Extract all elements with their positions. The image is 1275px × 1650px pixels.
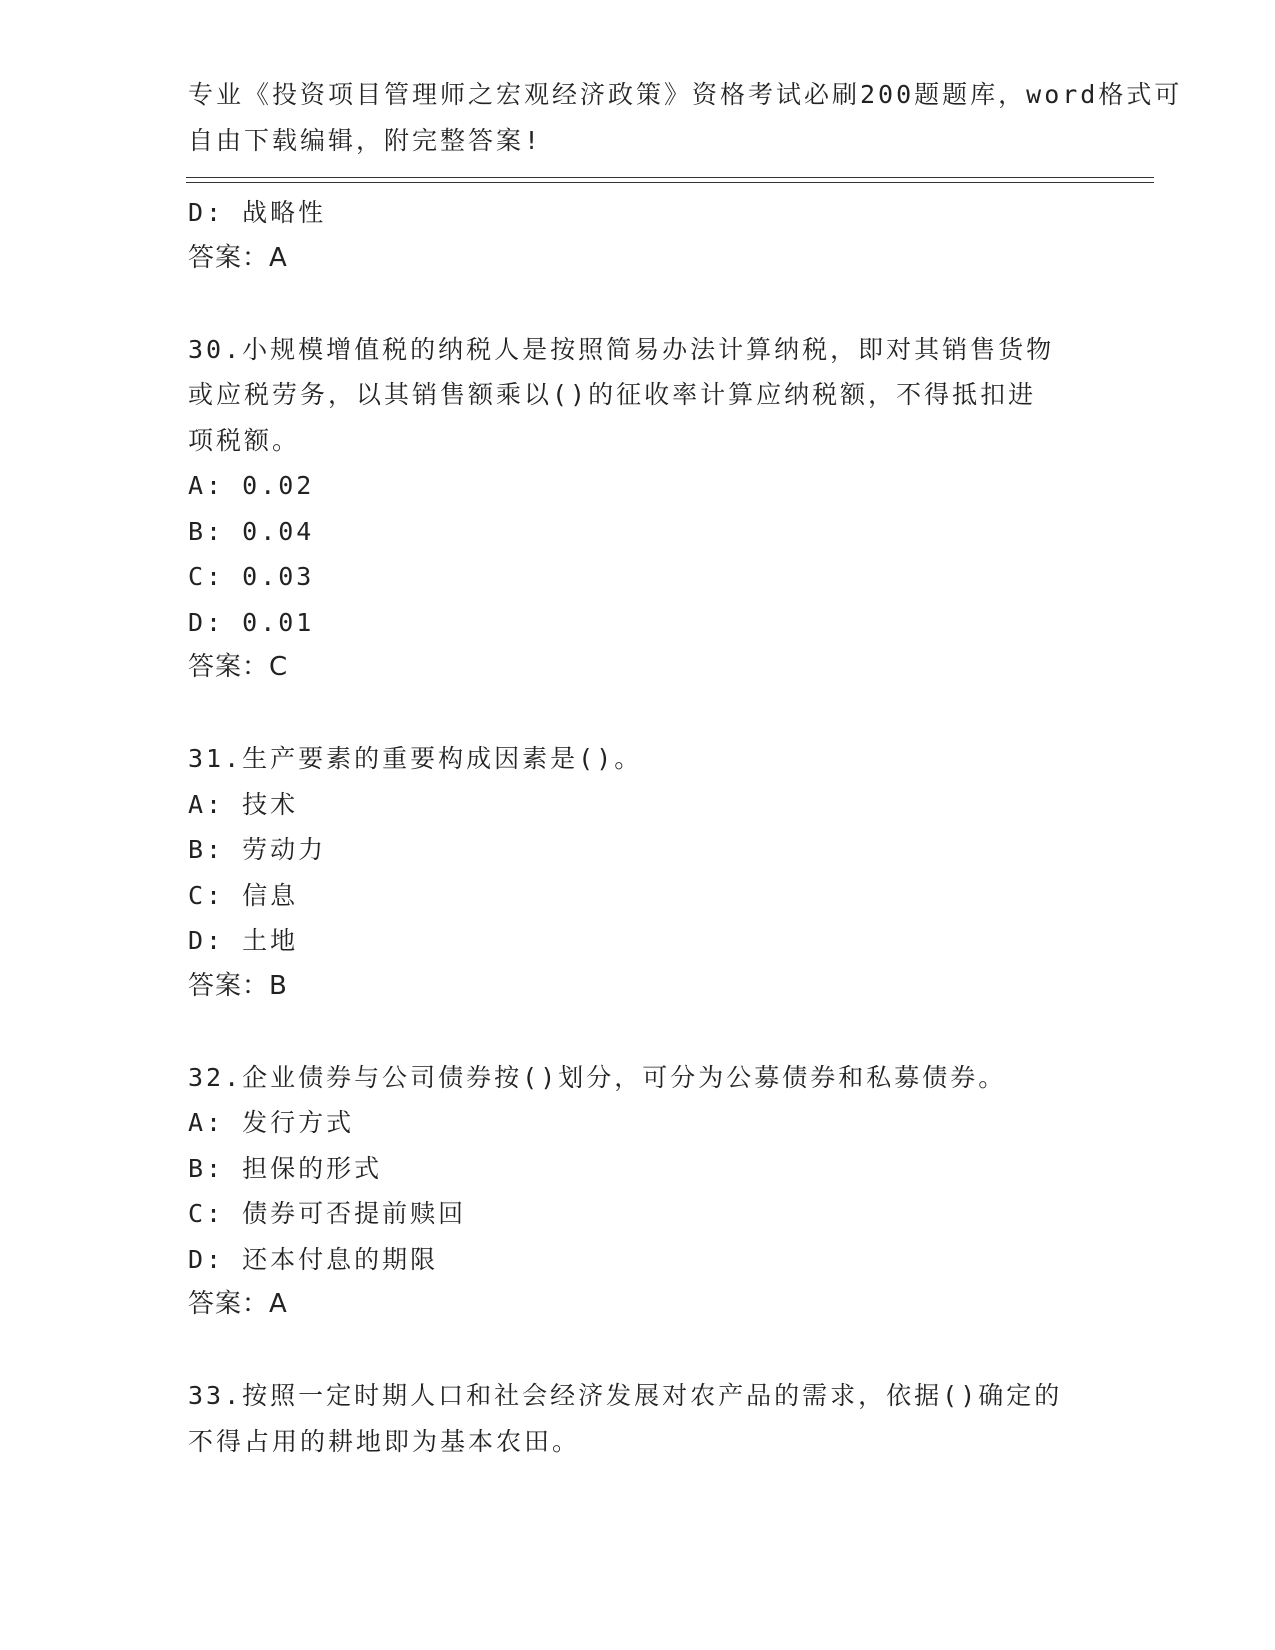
header-line: 自由下载编辑，附完整答案! — [188, 125, 543, 155]
question-32 — [188, 1055, 1088, 1328]
question-33 — [188, 1373, 1088, 1464]
option-d: D: 战略性 — [188, 198, 327, 227]
question-stem: 31.生产要素的重要构成因素是()。 — [188, 744, 643, 773]
question-list — [188, 190, 1088, 1464]
option-d: D: 还本付息的期限 — [188, 1244, 439, 1274]
option-b: B: 劳动力 — [188, 835, 327, 864]
answer-line: 答案：A — [188, 242, 288, 273]
option-a: A: 发行方式 — [188, 1108, 355, 1137]
question-stem: 30.小规模增值税的纳税人是按照简易办法计算纳税，即对其销售货物 — [188, 334, 1055, 364]
option-c: C: 信息 — [188, 880, 299, 910]
header-divider — [186, 182, 1154, 183]
document-header — [188, 72, 1183, 163]
previous-question-tail — [188, 190, 1088, 281]
option-b: B: 担保的形式 — [188, 1153, 383, 1183]
spacer — [188, 1009, 1088, 1055]
header-divider — [186, 177, 1154, 178]
option-a: A: 0.02 — [188, 471, 315, 500]
option-a: A: 技术 — [188, 789, 299, 819]
spacer — [188, 691, 1088, 737]
option-b: B: 0.04 — [188, 516, 315, 546]
answer-line: 答案：B — [188, 970, 288, 1001]
question-30 — [188, 327, 1088, 691]
option-d: D: 0.01 — [188, 607, 315, 637]
question-stem: 项税额。 — [188, 425, 301, 455]
question-stem: 不得占用的耕地即为基本农田。 — [188, 1426, 581, 1456]
question-31 — [188, 736, 1088, 1009]
option-c: C: 0.03 — [188, 562, 315, 591]
question-stem: 32.企业债券与公司债券按()划分，可分为公募债券和私募债券。 — [188, 1062, 1007, 1092]
spacer — [188, 1328, 1088, 1374]
header-line: 专业《投资项目管理师之宏观经济政策》资格考试必刷200题题库，word格式可 — [188, 80, 1183, 109]
question-stem: 或应税劳务，以其销售额乘以()的征收率计算应纳税额，不得抵扣进 — [188, 380, 1037, 409]
question-stem: 33.按照一定时期人口和社会经济发展对农产品的需求，依据()确定的 — [188, 1381, 1063, 1410]
answer-line: 答案：A — [188, 1289, 288, 1319]
answer-line: 答案：C — [188, 652, 289, 682]
spacer — [188, 281, 1088, 327]
option-d: D: 土地 — [188, 926, 299, 955]
option-c: C: 债券可否提前赎回 — [188, 1199, 467, 1228]
